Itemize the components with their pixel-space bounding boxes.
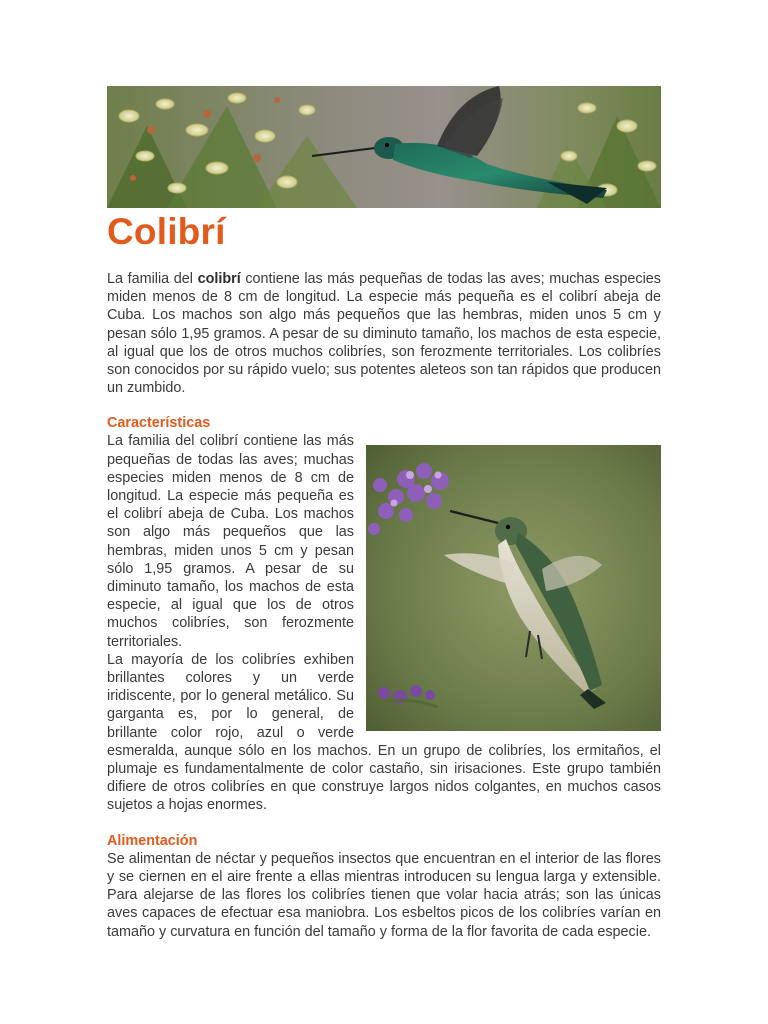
section-heading-alimentacion: Alimentación — [107, 832, 198, 849]
intro-paragraph — [107, 270, 661, 397]
hummingbird-feeding-photo — [366, 445, 661, 731]
section-heading-caracteristicas: Características — [107, 415, 211, 432]
banner-hummingbird-image — [107, 86, 661, 208]
caracteristicas-paragraph-2: La mayoría de los colibríes exhiben brillantes colores y un verde iridiscente, por lo general metálico. Su garganta es, por lo general, de brillante color rojo, azul o verde esmeralda, aunque sólo en los machos. En un grupo de colibríes, los ermitaños, el plumaje es fundamentalmente de color castaño, sin irisaciones. Este grupo también difiere de otros colibríes en que construye largos nidos colgantes, en muchos casos sujetos a hojas enormes. — [107, 651, 661, 814]
caracteristicas-paragraph-1: La familia del colibrí contiene las más pequeñas de todas las aves; muchas especies miden menos de 8 cm de longitud. La especie más pequeña es el colibrí abeja de Cuba. Los machos son algo más pequeños que las hembras, miden unos 5 cm y pesan sólo 1,95 gramos. A pesar de su diminuto tamaño, los machos de esta especie, al igual que los de otros muchos colibríes, son ferozmente territoriales. — [107, 433, 354, 650]
alimentacion-paragraph: Se alimentan de néctar y pequeños insectos que encuentran en el interior de las flores y se ciernen en el aire frente a ellas mientras introducen su lengua larga y extensible. Para alejarse de las flores los colibríes tienen que volar hacia atrás; son las únicas aves capaces de efectuar esa maniobra. Los esbeltos picos de los colibríes varían en tamaño y curvatura en función del tamaño y forma de la flor favorita de cada especie. — [107, 850, 661, 940]
intro-bold-term: colibrí — [197, 271, 241, 287]
intro-text-before: La familia del — [107, 271, 198, 287]
page-title: Colibrí — [107, 211, 226, 252]
document-page — [107, 86, 661, 941]
intro-text-after: contiene las más pequeñas de todas las aves; muchas especies miden menos de 8 cm de longitud. La especie más pequeña es el colibrí abeja de Cuba. Los machos son algo más pequeños que las hembras, miden unos 5 cm y pesan sólo 1,95 gramos. A pesar de su diminuto tamaño, los machos de esta especie, al igual que los de otros muchos colibríes, son ferozmente territoriales. Los colibríes son conocidos por su rápido vuelo; sus potentes aleteos son tan rápidos que producen un zumbido. — [107, 271, 661, 397]
